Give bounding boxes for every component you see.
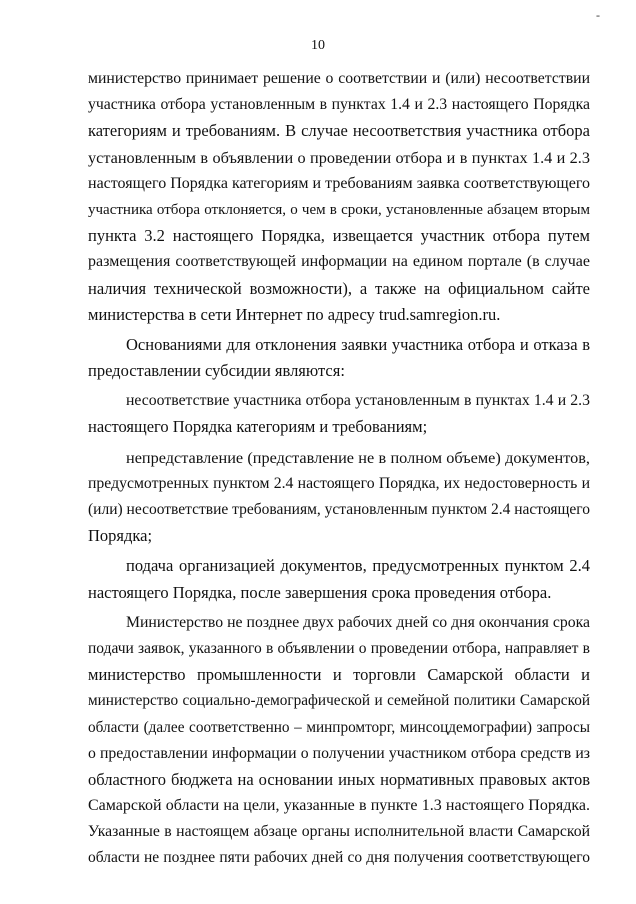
text-line: министерство промышленности и торговли Самарской области и [88, 665, 590, 685]
paragraph [88, 610, 590, 872]
text-line: участника отбора установленным в пунктах 1.4 и 2.3 настоящего Порядка [88, 96, 590, 114]
text-line: области (далее соответственно – минпромторг, минсоцдемографии) запросы [88, 718, 590, 736]
text-line: Основаниями для отклонения заявки участника отбора и отказа в [126, 334, 590, 354]
text-line: несоответствие участника отбора установленным в пунктах 1.4 и 2.3 [126, 392, 590, 410]
text-line: о предоставлении информации о получении участником отбора средств из [88, 744, 590, 762]
text-line: наличия технической возможности), а также на официальном сайте [88, 278, 590, 298]
paragraph [88, 388, 590, 440]
paragraph [88, 553, 590, 605]
text-line: настоящего Порядка категориям и требованиям заявка соответствующего [88, 174, 590, 192]
text-line: категориям и требованиям. В случае несоответствия участника отбора [88, 121, 590, 141]
text-line: области не позднее пяти рабочих дней со дня получения соответствующего [88, 849, 590, 867]
text-line: Указанные в настоящем абзаце органы исполнительной власти Самарской [88, 823, 590, 841]
text-line: министерство социально-демографической и семейной политики Самарской [88, 692, 590, 710]
text-line: предоставлении субсидии являются: [88, 361, 345, 381]
text-line: размещения соответствующей информации на едином портале (в случае [88, 253, 590, 271]
text-line: министерство принимает решение о соответствии и (или) несоответствии [88, 70, 590, 87]
text-line: министерства в сети Интернет по адресу trud.samregion.ru. [88, 304, 501, 324]
text-line: пункта 3.2 настоящего Порядка, извещается участник отбора путем [88, 226, 590, 246]
text-line: Министерство не позднее двух рабочих дней со дня окончания срока [126, 613, 590, 631]
paragraph [88, 445, 590, 550]
paragraph [88, 66, 590, 328]
text-line: непредставление (представление не в полном объеме) документов, [126, 448, 590, 467]
page-number: 10 [311, 38, 325, 53]
text-line: предусмотренных пунктом 2.4 настоящего Порядка, их недостоверность и [88, 474, 590, 492]
text-line: настоящего Порядка категориям и требованиям; [88, 417, 428, 437]
paragraph [88, 332, 590, 384]
text-line: областного бюджета на основании иных нормативных правовых актов [88, 769, 590, 789]
body-text [88, 66, 590, 872]
text-line: настоящего Порядка, после завершения срока проведения отбора. [88, 582, 552, 602]
text-line: участника отбора отклоняется, о чем в сроки, установленные абзацем вторым [88, 201, 590, 218]
text-line: Порядка; [88, 526, 153, 546]
text-line: подача организацией документов, предусмотренных пунктом 2.4 [126, 556, 590, 576]
text-line: (или) несоответствие требованиям, установленным пунктом 2.4 настоящего [88, 501, 590, 518]
text-line: подачи заявок, указанного в объявлении о проведении отбора, направляет в [88, 639, 590, 657]
text-line: Самарской области на цели, указанные в пункте 1.3 настоящего Порядка. [88, 797, 590, 815]
corner-mark: - [596, 8, 600, 22]
text-line: установленным в объявлении о проведении отбора и в пунктах 1.4 и 2.3 [88, 148, 590, 167]
